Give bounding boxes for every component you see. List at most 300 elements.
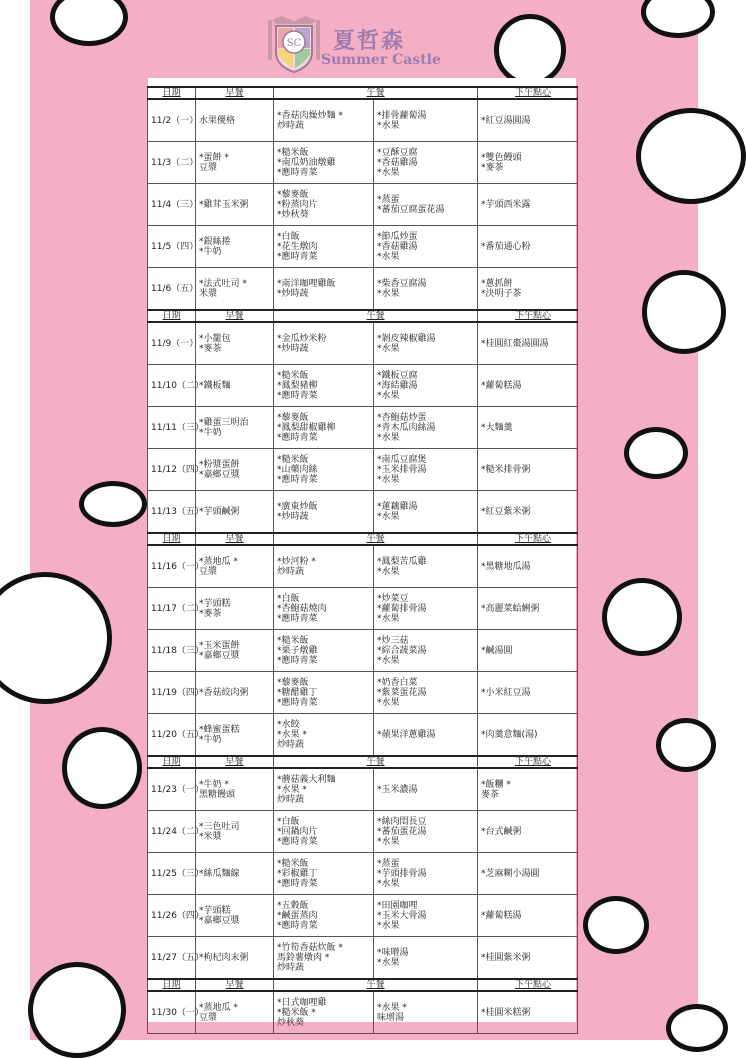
snack-cell (478, 268, 578, 311)
header-snack: 下午點心 (478, 533, 578, 545)
menu-item: *蔥抓餅 (481, 278, 513, 289)
menu-item: *肉羹意麵(湯) (481, 729, 538, 740)
menu-item: *應時青菜 (277, 697, 318, 708)
menu-item: *桂圓紫米粥 (481, 952, 531, 963)
lunch-main-cell (274, 268, 374, 311)
header-date: 日期 (148, 533, 196, 545)
snack-cell (478, 714, 578, 757)
menu-item: 炒時蔬 (277, 120, 305, 131)
lunch-main-cell (274, 184, 374, 226)
menu-item: *水果 (377, 697, 400, 708)
menu-item: *蓮藕雞湯 (377, 501, 418, 512)
menu-item: *炒時蔬 (277, 343, 309, 354)
menu-item: *玉米蛋餅 (199, 640, 240, 651)
lunch-main-cell (274, 588, 374, 630)
polka-dot (602, 578, 682, 656)
menu-item: *藜麥飯 (277, 412, 309, 423)
menu-item: *麥茶 (481, 162, 504, 173)
polka-dot (79, 481, 147, 527)
menu-item: *南瓜豆腐煲 (377, 454, 427, 465)
breakfast-cell (196, 365, 274, 407)
menu-item: *應時青菜 (277, 390, 318, 401)
menu-item: *炒河粉 * (277, 556, 316, 567)
lunch-side-cell (374, 142, 478, 184)
lunch-side-cell (374, 322, 478, 365)
lunch-side-cell (374, 365, 478, 407)
menu-item: *鳳梨豬柳 (277, 380, 318, 391)
day-date: 11/9（一） (148, 322, 196, 365)
menu-item: *麥茶 (199, 608, 222, 619)
snack-cell (478, 768, 578, 811)
snack-cell (478, 853, 578, 895)
lunch-main-cell (274, 991, 374, 1034)
menu-item: *水果 (377, 836, 400, 847)
breakfast-cell (196, 630, 274, 672)
snack-cell (478, 491, 578, 534)
header-lunch: 午餐 (274, 533, 478, 545)
lunch-side-cell (374, 811, 478, 853)
menu-item: *決明子茶 (481, 288, 522, 299)
lunch-main-cell (274, 714, 374, 757)
menu-item: *鹹湯圓 (481, 645, 513, 656)
day-date: 11/5（四） (148, 226, 196, 268)
menu-item: *芋頭糕 (199, 598, 231, 609)
lunch-side-cell (374, 937, 478, 980)
menu-item: *水果 (377, 566, 400, 577)
menu-item: 米漿 (199, 288, 218, 299)
menu-item: *黑糖地瓜湯 (481, 561, 531, 572)
header-snack: 下午點心 (478, 756, 578, 768)
menu-item: *水果 * (277, 729, 307, 740)
menu-item: *糙米飯 * (277, 1007, 316, 1018)
day-date: 11/2（一） (148, 99, 196, 142)
header-lunch: 午餐 (274, 310, 478, 322)
menu-item: *雞蛋三明治 (199, 417, 249, 428)
breakfast-cell (196, 588, 274, 630)
table-row (148, 365, 578, 407)
lunch-main-cell (274, 407, 374, 449)
lunch-side-cell (374, 588, 478, 630)
menu-item: *芋頭西米露 (481, 199, 531, 210)
menu-item: *青木瓜肉絲湯 (377, 422, 436, 433)
menu-item: *鹹蛋蒸肉 (277, 910, 318, 921)
menu-item: *栗子燉雞 (277, 645, 318, 656)
table-row (148, 491, 578, 534)
menu-item: 味增湯 (377, 1012, 405, 1023)
lunch-side-cell (374, 991, 478, 1034)
lunch-side-cell (374, 184, 478, 226)
polka-dot (656, 718, 716, 772)
breakfast-cell (196, 895, 274, 937)
lunch-main-cell (274, 895, 374, 937)
lunch-main-cell (274, 545, 374, 588)
menu-item: *炒秋葵 (277, 209, 309, 220)
brand-name-cn: 夏哲森 (333, 28, 406, 54)
week-header-row (148, 756, 578, 768)
menu-item: *芋頭鹹粥 (199, 506, 240, 517)
menu-item: *高麗菜蛤蜊粥 (481, 603, 540, 614)
menu-item: *糙米飯 (277, 635, 309, 646)
table-row (148, 142, 578, 184)
polka-dot (624, 427, 688, 479)
menu-item: *味噌湯 (377, 947, 409, 958)
menu-item: *牛奶 * (199, 779, 229, 790)
menu-item: *水果 (377, 878, 400, 889)
menu-item: *水果 * (277, 784, 307, 795)
lunch-side-cell (374, 672, 478, 714)
menu-item: *糙米飯 (277, 858, 309, 869)
menu-item: *法式吐司 * (199, 278, 247, 289)
polka-dot (642, 270, 726, 354)
menu-item: *雞茸玉米粥 (199, 199, 249, 210)
lunch-side-cell (374, 545, 478, 588)
lunch-main-cell (274, 491, 374, 534)
menu-item: *廣東炒飯 (277, 501, 318, 512)
menu-item: *糙米飯 (277, 454, 309, 465)
menu-item: *回鍋肉片 (277, 826, 318, 837)
lunch-side-cell (374, 449, 478, 491)
menu-item: 炒時蔬 (277, 739, 305, 750)
breakfast-cell (196, 491, 274, 534)
menu-item: *藜麥飯 (277, 189, 309, 200)
menu-item: *紫菜蛋花湯 (377, 687, 427, 698)
menu-item: *絲肉悶長豆 (377, 816, 427, 827)
menu-item: *蒸蛋 (377, 858, 400, 869)
menu-item: *竹筍香菇炊飯 * (277, 942, 343, 953)
menu-item: *嘉鄉豆漿 (199, 650, 240, 661)
day-date: 11/12（四） (148, 449, 196, 491)
menu-item: *玉米排骨湯 (377, 464, 427, 475)
day-date: 11/18（三） (148, 630, 196, 672)
menu-item: *水果 (377, 343, 400, 354)
menu-item: *絲瓜麵線 (199, 868, 240, 879)
menu-item: *炒三菇 (377, 635, 409, 646)
menu-item: *應時青菜 (277, 251, 318, 262)
menu-item: 豆漿 (199, 162, 218, 173)
menu-item: *芋頭糕 (199, 905, 231, 916)
menu-item: *水果 (377, 167, 400, 178)
menu-item: *粉漿蛋餅 (199, 459, 240, 470)
week-header-row (148, 533, 578, 545)
lunch-side-cell (374, 407, 478, 449)
breakfast-cell (196, 672, 274, 714)
menu-item: *應時青菜 (277, 920, 318, 931)
menu-item: *南洋咖哩雞飯 (277, 278, 336, 289)
week-header-row (148, 310, 578, 322)
brand-name-en: Summer Castle (321, 52, 441, 68)
breakfast-cell (196, 545, 274, 588)
menu-item: *水果 (377, 288, 400, 299)
day-date: 11/11（三） (148, 407, 196, 449)
menu-item: *芝麻糊小湯圓 (481, 868, 540, 879)
menu-item: 炒時蔬 (277, 566, 305, 577)
menu-item: *小米紅豆湯 (481, 687, 531, 698)
table-row (148, 99, 578, 142)
table-row (148, 184, 578, 226)
snack-cell (478, 407, 578, 449)
menu-item: *小籠包 (199, 333, 231, 344)
lunch-main-cell (274, 811, 374, 853)
table-row (148, 853, 578, 895)
polka-dot (583, 896, 649, 954)
menu-item: *飯糰 * (481, 779, 511, 790)
day-date: 11/4（三） (148, 184, 196, 226)
menu-item: *應時青菜 (277, 167, 318, 178)
header-lunch: 午餐 (274, 979, 478, 991)
menu-item: *蕃茄蛋花湯 (377, 826, 427, 837)
menu-item: *蒸地瓜 * (199, 1002, 238, 1013)
menu-item: *應時青菜 (277, 613, 318, 624)
menu-item: *水果 (377, 251, 400, 262)
menu-item: *水果 (377, 120, 400, 131)
snack-cell (478, 588, 578, 630)
crest-letters: SC (286, 38, 302, 49)
menu-item: *水果 (377, 613, 400, 624)
week-header-row (148, 87, 578, 99)
menu-item: *水果 (377, 957, 400, 968)
lunch-main-cell (274, 142, 374, 184)
castle-crest-icon (262, 12, 326, 74)
menu-item: *蒸地瓜 * (199, 556, 238, 567)
snack-cell (478, 184, 578, 226)
breakfast-cell (196, 226, 274, 268)
breakfast-cell (196, 853, 274, 895)
menu-item: *蕃茄豆腐蛋花湯 (377, 204, 445, 215)
day-date: 11/19（四） (148, 672, 196, 714)
menu-item: *排骨蘿蔔湯 (377, 110, 427, 121)
menu-item: *水果 * (377, 1002, 407, 1013)
menu-item: *鳳梨甜椒雞柳 (277, 422, 336, 433)
menu-item: *金瓜炒米粉 (277, 333, 327, 344)
table-row (148, 545, 578, 588)
menu-item: *蘑菇義大利麵 (277, 774, 336, 785)
day-date: 11/25（三） (148, 853, 196, 895)
menu-item: *花生燉肉 (277, 241, 318, 252)
menu-item: *白飯 (277, 816, 300, 827)
lunch-side-cell (374, 99, 478, 142)
menu-item: *蛋餅 * (199, 152, 229, 163)
menu-item: *香菇雞湯 (377, 157, 418, 168)
menu-item: *紅豆紫米粥 (481, 506, 531, 517)
menu-item: *香菇雞湯 (377, 241, 418, 252)
menu-item: *水果 (377, 432, 400, 443)
menu-item: *南瓜奶油燉雞 (277, 157, 336, 168)
breakfast-cell (196, 937, 274, 980)
header-snack: 下午點心 (478, 87, 578, 99)
menu-item: *粉蒸肉片 (277, 199, 318, 210)
menu-item: *香菇肉燥炒麵 * (277, 110, 343, 121)
lunch-side-cell (374, 853, 478, 895)
menu-item: *香菇絞肉粥 (199, 687, 249, 698)
menu-item: *米漿 (199, 831, 222, 842)
breakfast-cell (196, 449, 274, 491)
menu-item: *銀絲捲 (199, 236, 231, 247)
day-date: 11/13（五） (148, 491, 196, 534)
menu-item: *紅豆湯圓湯 (481, 115, 531, 126)
header-breakfast: 早餐 (196, 756, 274, 768)
menu-item: *炒時蔬 (277, 288, 309, 299)
menu-item: *水果 (377, 920, 400, 931)
day-date: 11/23（一） (148, 768, 196, 811)
day-date: 11/16（一） (148, 545, 196, 588)
table-row (148, 407, 578, 449)
table-row (148, 449, 578, 491)
lunch-side-cell (374, 768, 478, 811)
menu-item: *蘋果洋蔥雞湯 (377, 729, 436, 740)
menu-item: *蜂蜜蛋糕 (199, 724, 240, 735)
table-row (148, 991, 578, 1034)
menu-item: *糖醋雞丁 (277, 687, 318, 698)
menu-item: *麥茶 (199, 343, 222, 354)
snack-cell (478, 895, 578, 937)
table-row (148, 226, 578, 268)
header-snack: 下午點心 (478, 979, 578, 991)
menu-item: *水果 (377, 390, 400, 401)
menu-item: *炒時蔬 (277, 511, 309, 522)
day-date: 11/26（四） (148, 895, 196, 937)
snack-cell (478, 672, 578, 714)
breakfast-cell (196, 991, 274, 1034)
menu-item: *彩椒雞丁 (277, 868, 318, 879)
menu-item: *蘿蔔糕湯 (481, 380, 522, 391)
week-header-row (148, 979, 578, 991)
breakfast-cell (196, 322, 274, 365)
snack-cell (478, 226, 578, 268)
header-breakfast: 早餐 (196, 87, 274, 99)
menu-item: *白飯 (277, 593, 300, 604)
menu-item: *台式鹹粥 (481, 826, 522, 837)
menu-item: *枸杞肉末粥 (199, 952, 249, 963)
lunch-main-cell (274, 449, 374, 491)
menu-item: *糙米飯 (277, 147, 309, 158)
menu-item: *豆酥豆腐 (377, 147, 418, 158)
menu-item: *大麵羹 (481, 422, 513, 433)
polka-dot (494, 14, 566, 86)
breakfast-cell (196, 714, 274, 757)
menu-item: 豆漿 (199, 1012, 218, 1023)
breakfast-cell (196, 142, 274, 184)
menu-item: *鐵板麵 (199, 380, 231, 391)
menu-item: *五穀飯 (277, 900, 309, 911)
menu-item: *牛奶 (199, 734, 222, 745)
day-date: 11/17（二） (148, 588, 196, 630)
table-row (148, 714, 578, 757)
lunch-main-cell (274, 937, 374, 980)
menu-item: *鳳梨苦瓜雞 (377, 556, 427, 567)
lunch-side-cell (374, 630, 478, 672)
snack-cell (478, 142, 578, 184)
lunch-main-cell (274, 853, 374, 895)
menu-item: *牛奶 (199, 427, 222, 438)
lunch-main-cell (274, 322, 374, 365)
menu-item: *三色吐司 (199, 821, 240, 832)
menu-item: *番茄通心粉 (481, 241, 531, 252)
menu-item: *田園咖哩 (377, 900, 418, 911)
snack-cell (478, 811, 578, 853)
menu-item: *嘉鄉豆漿 (199, 469, 240, 480)
header-date: 日期 (148, 87, 196, 99)
table-row (148, 268, 578, 311)
snack-cell (478, 630, 578, 672)
menu-item: *鐵板豆腐 (377, 370, 418, 381)
header-snack: 下午點心 (478, 310, 578, 322)
table-row (148, 630, 578, 672)
menu-item: *節瓜炒蛋 (377, 231, 418, 242)
polka-dot (28, 962, 126, 1058)
breakfast-cell (196, 407, 274, 449)
menu-item: *牛奶 (199, 246, 222, 257)
menu-item: *杏鮑菇燒肉 (277, 603, 327, 614)
day-date: 11/6（五） (148, 268, 196, 311)
menu-item: *藜麥飯 (277, 677, 309, 688)
menu-item: *白飯 (277, 231, 300, 242)
menu-item: *桂圓米糕粥 (481, 1007, 531, 1018)
day-date: 11/20（五） (148, 714, 196, 757)
menu-item: *應時青菜 (277, 655, 318, 666)
menu-item: 炒時蔬 (277, 794, 305, 805)
table-row (148, 322, 578, 365)
menu-item: *水果 (377, 655, 400, 666)
menu-item: 炒秋葵 (277, 1017, 305, 1028)
menu-item: *雙色饅頭 (481, 152, 522, 163)
lunch-main-cell (274, 672, 374, 714)
lunch-menu-table (147, 86, 578, 1034)
lunch-side-cell (374, 491, 478, 534)
lunch-main-cell (274, 99, 374, 142)
breakfast-cell (196, 768, 274, 811)
menu-item: *奶香白菜 (377, 677, 418, 688)
menu-item: *桂圓紅棗湯圓湯 (481, 338, 549, 349)
menu-item: *應時青菜 (277, 432, 318, 443)
menu-item: 黑糖饅頭 (199, 789, 236, 800)
menu-item: *糙米排骨粥 (481, 464, 531, 475)
menu-item: *綜合蔬菜湯 (377, 645, 427, 656)
lunch-main-cell (274, 226, 374, 268)
lunch-side-cell (374, 714, 478, 757)
header-date: 日期 (148, 756, 196, 768)
menu-item: *杏鮑菇炒蛋 (377, 412, 427, 423)
menu-item: *芋頭排骨湯 (377, 868, 427, 879)
header-lunch: 午餐 (274, 87, 478, 99)
header-date: 日期 (148, 310, 196, 322)
day-date: 11/30（一） (148, 991, 196, 1034)
breakfast-cell (196, 99, 274, 142)
lunch-main-cell (274, 768, 374, 811)
snack-cell (478, 449, 578, 491)
table-row (148, 811, 578, 853)
menu-item: *山藥肉絲 (277, 464, 318, 475)
menu-item: 麥茶 (481, 789, 500, 800)
snack-cell (478, 322, 578, 365)
lunch-side-cell (374, 268, 478, 311)
lunch-main-cell (274, 630, 374, 672)
table-row (148, 937, 578, 980)
breakfast-cell (196, 811, 274, 853)
header-breakfast: 早餐 (196, 979, 274, 991)
menu-item: *玉米濃湯 (377, 784, 418, 795)
snack-cell (478, 991, 578, 1034)
polka-dot (666, 1004, 728, 1052)
snack-cell (478, 545, 578, 588)
menu-item: 水果優格 (199, 115, 236, 126)
lunch-side-cell (374, 226, 478, 268)
header-breakfast: 早餐 (196, 310, 274, 322)
menu-item: *糙米飯 (277, 370, 309, 381)
day-date: 11/10（二） (148, 365, 196, 407)
snack-cell (478, 937, 578, 980)
header-lunch: 午餐 (274, 756, 478, 768)
menu-item: *玉米大骨湯 (377, 910, 427, 921)
